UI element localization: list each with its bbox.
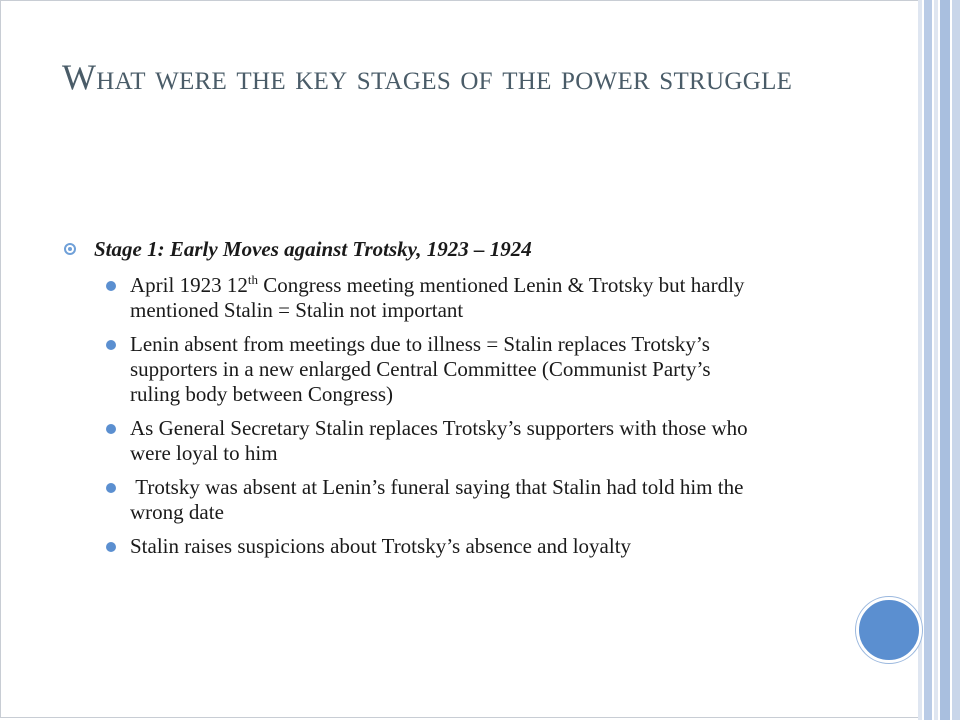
side-stripes-decoration xyxy=(918,0,960,720)
list-item xyxy=(106,332,764,407)
dot-bullet-icon xyxy=(106,483,116,493)
point-text: April 1923 12 xyxy=(130,273,248,297)
list-item xyxy=(106,273,764,323)
stage-bullet xyxy=(64,236,764,263)
point-text: As General Secretary Stalin replaces Trotsky’s supporters with those who were loyal to him xyxy=(130,416,748,465)
stripe xyxy=(934,0,938,720)
slide-content xyxy=(64,236,764,568)
dot-bullet-icon xyxy=(106,340,116,350)
points-list xyxy=(106,273,764,559)
stripe xyxy=(924,0,932,720)
dot-bullet-icon xyxy=(106,281,116,291)
point-text: Stalin raises suspicions about Trotsky’s absence and loyalty xyxy=(130,534,632,558)
list-item xyxy=(106,475,764,525)
stripe xyxy=(918,0,922,720)
stripe xyxy=(940,0,950,720)
point-superscript: th xyxy=(247,272,258,287)
slide-title: What were the key stages of the power struggle xyxy=(62,57,793,97)
stripe xyxy=(952,0,960,720)
point-text: Trotsky was absent at Lenin’s funeral saying that Stalin had told him the wrong date xyxy=(130,475,749,524)
list-item xyxy=(106,534,764,559)
dot-bullet-icon xyxy=(106,424,116,434)
dot-bullet-icon xyxy=(106,542,116,552)
list-item xyxy=(106,416,764,466)
point-text-continued: Congress meeting mentioned Lenin & Trotsky but hardly mentioned Stalin = Stalin not important xyxy=(130,273,745,322)
ring-bullet-icon xyxy=(64,243,76,255)
stage-heading: Stage 1: Early Moves against Trotsky, 1923 – 1924 xyxy=(94,237,532,261)
point-text: Lenin absent from meetings due to illness = Stalin replaces Trotsky’s supporters in a new enlarged Central Committee (Communist Party’s ruling body between Congress) xyxy=(130,332,711,406)
accent-dot xyxy=(856,597,922,663)
